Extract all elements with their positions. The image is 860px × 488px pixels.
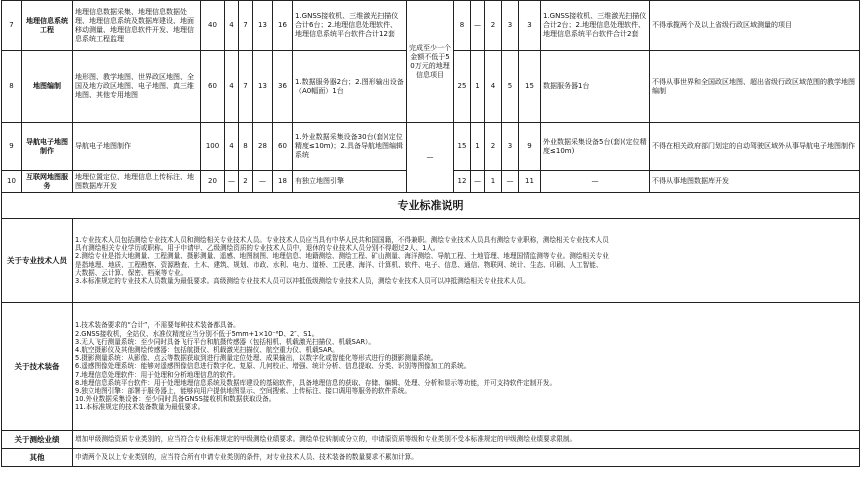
staff-senior: 4 — [225, 51, 239, 123]
standard-line: 9.独立地图引擎：部署于服务器上，能够向用户提供地图显示、空间搜索、上传标注、接口调用等服务的软件系统。 — [75, 387, 411, 395]
standard-row-equipment — [2, 303, 860, 431]
standards-table — [1, 0, 860, 467]
standard-line: 8.地理信息系统平台软件：用于处理地理信息系统及数据库建设的基础软件，具备地理信息的获取、存储、编辑、处理、分析和显示等功能，并可支持软件定制开发。 — [75, 378, 557, 387]
category-name: 地理信息系统工程 — [22, 1, 73, 51]
category-name: 导航电子地图制作 — [22, 123, 73, 171]
standard-label: 关于测绘业绩 — [2, 431, 73, 449]
staff-total: 40 — [201, 1, 225, 51]
staff-senior-b: 1 — [471, 51, 485, 123]
equipment-grade-a: 1.外业数据采集设备30台(套)(定位精度≤10m)；2.具备导航地图编辑系统 — [293, 123, 407, 171]
staff-related: 36 — [273, 51, 293, 123]
standard-line: 1.技术装备要求的“合计”，不需要每种技术装备都具备。 — [75, 321, 240, 330]
category-scope: 导航电子地图制作 — [73, 123, 201, 171]
staff-senior-b: 1 — [471, 123, 485, 171]
standard-line: 4.航空摄影仪及其他测绘传感器：包括航摄仪、机载激光扫描仪、航空重力仪、机载SAR。 — [75, 345, 339, 354]
standard-row-other — [2, 449, 860, 467]
row-number: 8 — [2, 51, 22, 123]
staff-related-b: 9 — [519, 123, 541, 171]
staff-senior-b: — — [471, 171, 485, 193]
staff-intermediate-b: 4 — [485, 51, 502, 123]
restriction-note: 不得从事地图数据库开发 — [650, 171, 860, 193]
staff-senior: 4 — [225, 123, 239, 171]
standard-line: 5.摄影测量系统：从影像、点云等数据获取到进行测量定位处理、成果输出，以数字化或智能化等形式进行的摄影测量系统。 — [75, 354, 438, 363]
staff-junior: 28 — [253, 123, 273, 171]
equipment-grade-a: 1.GNSS接收机、三维激光扫描仪合计6台；2.地理信息处理软件、地理信息系统平台软件合计12套 — [293, 1, 407, 51]
staff-junior: 13 — [253, 1, 273, 51]
table-row — [2, 1, 860, 51]
staff-total-b: 12 — [454, 171, 471, 193]
standard-body — [73, 303, 860, 431]
staff-senior: — — [225, 171, 239, 193]
standard-line: 3.无人飞行测量系统：至少同时具备飞行平台和航摄传感器（包括相机、机载激光扫描仪、机载SAR）。 — [75, 337, 375, 346]
standard-row-performance — [2, 431, 860, 449]
standard-line: 11.本标准规定的技术装备数量为最低要求。 — [75, 403, 205, 412]
table-row — [2, 123, 860, 171]
staff-total: 20 — [201, 171, 225, 193]
equipment-grade-a: 有独立地图引擎 — [293, 171, 407, 193]
row-number: 10 — [2, 171, 22, 193]
standard-line: 大数据、云计算、保密、档案等专业。 — [75, 268, 188, 277]
standard-line: 10.外业数据采集设备：至少同时具备GNSS接收机和数据获取设备。 — [75, 395, 276, 404]
standard-line: 是指地理、地质、工程勘察、资源勘查、土木、建筑、规划、市政、水利、电力、道桥、工民建、海洋、计算机、软件、电子、信息、通信、物联网、统计、生态、印刷、人工智能、 — [75, 260, 603, 269]
performance-requirement: — — [407, 123, 454, 193]
staff-intermediate-b: 2 — [485, 123, 502, 171]
standard-line: 增加甲级测绘资质专业类别的，应当符合专业标准规定的甲级测绘业绩要求。测绘单位转制或分立的，申请原资质等级和专业类别不受本标准规定的甲级测绘业绩要求限制。 — [75, 435, 577, 444]
standard-row-personnel — [2, 219, 860, 303]
standard-body — [73, 431, 860, 449]
standard-line: 具有测绘相关专业学历或职称。用于申请甲、乙级测绘资质的专业技术人员中，退休的专业技术人员分别不得超过2人、1人。 — [75, 244, 440, 253]
staff-junior-b: 3 — [502, 123, 519, 171]
row-number: 9 — [2, 123, 22, 171]
standard-line: 7.地理信息处理软件：用于处理和分析地理信息的软件。 — [75, 370, 240, 379]
staff-related: 60 — [273, 123, 293, 171]
equipment-grade-b: — — [541, 171, 650, 193]
standard-body — [73, 449, 860, 467]
staff-total-b: 25 — [454, 51, 471, 123]
staff-intermediate-b: 1 — [485, 171, 502, 193]
category-name: 地图编制 — [22, 51, 73, 123]
equipment-grade-b: 1.GNSS接收机、三维激光扫描仪合计2台；2.地理信息处理软件、地理信息系统平台软件合计2套 — [541, 1, 650, 51]
equipment-grade-a: 1.数据服务器2台；2.图形输出设备（A0幅面）1台 — [293, 51, 407, 123]
standard-label: 关于技术装备 — [2, 303, 73, 431]
section-title: 专业标准说明 — [2, 193, 860, 219]
restriction-note: 不得在相关政府部门划定的自动驾驶区域外从事导航电子地图制作 — [650, 123, 860, 171]
restriction-note: 不得承揽两个及以上省级行政区域测量的项目 — [650, 1, 860, 51]
staff-total-b: 8 — [454, 1, 471, 51]
row-number: 7 — [2, 1, 22, 51]
staff-junior-b: — — [502, 171, 519, 193]
staff-related-b: 15 — [519, 51, 541, 123]
standard-line: 申请两个及以上专业类别的，应当符合所有申请专业类别的条件，对专业技术人员、技术装备的数量要求不累加计算。 — [75, 453, 418, 462]
staff-total: 60 — [201, 51, 225, 123]
section-title-row — [2, 193, 860, 219]
standard-line: 3.本标准规定的专业技术人员数量为最低要求。高级测绘专业技术人员可以冲抵低级测绘专业技术人员，测绘专业技术人员可以冲抵测绘相关专业技术人员。 — [75, 276, 530, 285]
category-scope: 地形图、教学地图、世界政区地图、全国及地方政区地图、电子地图、真三维地图、其他专用地图 — [73, 51, 201, 123]
staff-total-b: 15 — [454, 123, 471, 171]
category-name: 互联网地图服务 — [22, 171, 73, 193]
staff-related-b: 11 — [519, 171, 541, 193]
standard-line: 1.专业技术人员包括测绘专业技术人员和测绘相关专业技术人员。专业技术人员应当具有中华人民共和国国籍，不得兼职。测绘专业技术人员具有测绘专业职称，测绘相关专业技术人员 — [75, 235, 609, 244]
performance-requirement: 完成至少一个金额不低于50万元的地理信息项目 — [407, 1, 454, 123]
staff-related: 18 — [273, 171, 293, 193]
staff-junior: 13 — [253, 51, 273, 123]
staff-intermediate: 2 — [239, 171, 253, 193]
staff-intermediate-b: 2 — [485, 1, 502, 51]
standard-body — [73, 219, 860, 303]
staff-junior-b: 5 — [502, 51, 519, 123]
staff-junior: — — [253, 171, 273, 193]
staff-senior: 4 — [225, 1, 239, 51]
staff-related-b: 3 — [519, 1, 541, 51]
staff-intermediate: 8 — [239, 123, 253, 171]
staff-total: 100 — [201, 123, 225, 171]
category-scope: 地理位置定位、地理信息上传标注、地图数据库开发 — [73, 171, 201, 193]
staff-related: 16 — [273, 1, 293, 51]
standard-line: 2.测绘专业是指大地测量、工程测量、摄影测量、遥感、地图制图、地理信息、地籍测绘、测绘工程、矿山测量、海洋测绘、导航工程、土地管理、地理国情监测等专业。测绘相关专业 — [75, 252, 609, 261]
standard-line: 2.GNSS接收机，全站仪、水准仪精度应当分别不低于5mm+1×10⁻⁶D、2″、S1。 — [75, 329, 319, 338]
staff-junior-b: 3 — [502, 1, 519, 51]
staff-senior-b: — — [471, 1, 485, 51]
equipment-grade-b: 外业数据采集设备5台(套)(定位精度≤10m) — [541, 123, 650, 171]
category-scope: 地理信息数据采集、地理信息数据处理、地理信息系统及数据库建设、地面移动测量、地理信息软件开发、地理信息系统工程监理 — [73, 1, 201, 51]
equipment-grade-b: 数据服务器1台 — [541, 51, 650, 123]
staff-intermediate: 7 — [239, 51, 253, 123]
staff-intermediate: 7 — [239, 1, 253, 51]
restriction-note: 不得从事世界和全国政区地图、超出省级行政区域范围的教学地图编制 — [650, 51, 860, 123]
standard-label: 关于专业技术人员 — [2, 219, 73, 303]
standard-line: 6.遥感图像处理系统：能够对遥感图像信息进行数字化、复原、几何校正、增强、统计分析、信息提取、分类、识别等图像加工的系统。 — [75, 362, 471, 371]
standard-label: 其他 — [2, 449, 73, 467]
